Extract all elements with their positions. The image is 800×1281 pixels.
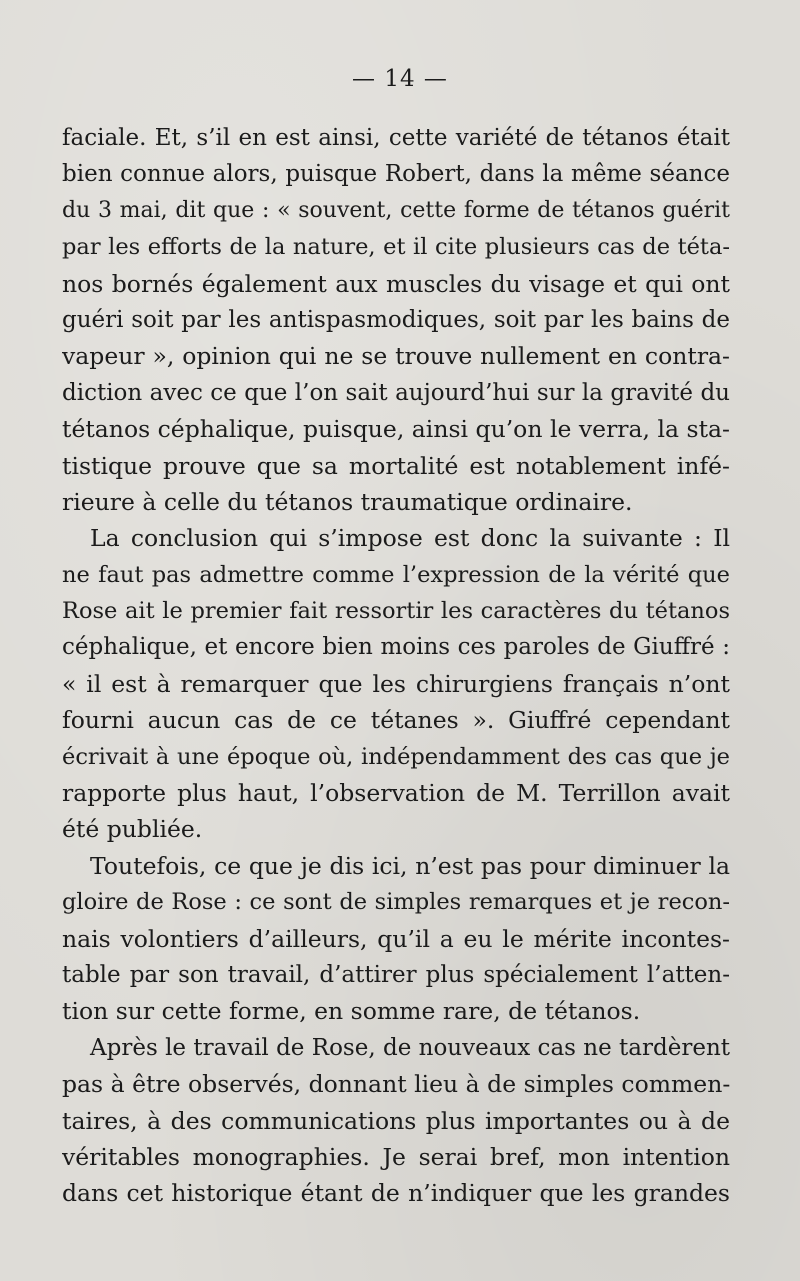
- text-line: « il est à remarquer que les chirurgiens français n’ont: [62, 669, 730, 698]
- text-line: Rose ait le premier fait ressortir les caractères du tétanos: [62, 598, 730, 625]
- text-line: par les efforts de la nature, et il cite plusieurs cas de téta-: [62, 234, 730, 261]
- text-line: taires, à des communications plus importantes ou à de: [62, 1106, 730, 1135]
- text-line: Toutefois, ce que je dis ici, n’est pas pour diminuer la: [90, 851, 730, 880]
- text-line: tétanos céphalique, puisque, ainsi qu’on le verra, la sta-: [62, 415, 730, 444]
- text-line: pas à être observés, donnant lieu à de simples commen-: [62, 1070, 730, 1099]
- text-line: nos bornés également aux muscles du visage et qui ont: [62, 269, 730, 298]
- text-line: véritables monographies. Je serai bref, mon intention: [62, 1142, 730, 1171]
- text-line: table par son travail, d’attirer plus spécialement l’atten-: [62, 961, 730, 988]
- text-line: ne faut pas admettre comme l’expression de la vérité que: [62, 561, 730, 588]
- text-line: diction avec ce que l’on sait aujourd’hui sur la gravité du: [62, 379, 730, 406]
- text-line: dans cet historique étant de n’indiquer que les grandes: [62, 1179, 730, 1208]
- body-text: [62, 120, 730, 1212]
- text-line: Après le travail de Rose, de nouveaux cas ne tardèrent: [90, 1034, 730, 1061]
- text-line: La conclusion qui s’impose est donc la suivante : Il: [90, 524, 730, 553]
- text-line: guéri soit par les antispasmodiques, soit par les bains de: [62, 306, 730, 333]
- text-line: tistique prouve que sa mortalité est notablement infé-: [62, 451, 730, 480]
- text-line: été publiée.: [62, 815, 203, 844]
- text-line: rieure à celle du tétanos traumatique ordinaire.: [62, 487, 633, 516]
- text-line: faciale. Et, s’il en est ainsi, cette variété de tétanos était: [62, 125, 730, 151]
- text-line: écrivait à une époque où, indépendamment des cas que je: [62, 743, 730, 770]
- page-number: — 14 —: [352, 66, 448, 92]
- text-line: fourni aucun cas de ce tétanes ». Giuffré cependant: [62, 706, 730, 735]
- text-line: vapeur », opinion qui ne se trouve nullement en contra-: [62, 342, 730, 371]
- text-line: tion sur cette forme, en somme rare, de tétanos.: [62, 997, 641, 1026]
- text-line: du 3 mai, dit que : « souvent, cette forme de tétanos guérit: [62, 197, 730, 223]
- text-line: rapporte plus haut, l’observation de M. Terrillon avait: [62, 779, 730, 808]
- text-line: bien connue alors, puisque Robert, dans la même séance: [62, 161, 730, 188]
- text-line: céphalique, et encore bien moins ces paroles de Giuffré :: [62, 634, 730, 661]
- text-line: gloire de Rose : ce sont de simples remarques et je recon-: [62, 889, 730, 916]
- text-line: nais volontiers d’ailleurs, qu’il a eu le mérite incontes-: [62, 924, 730, 953]
